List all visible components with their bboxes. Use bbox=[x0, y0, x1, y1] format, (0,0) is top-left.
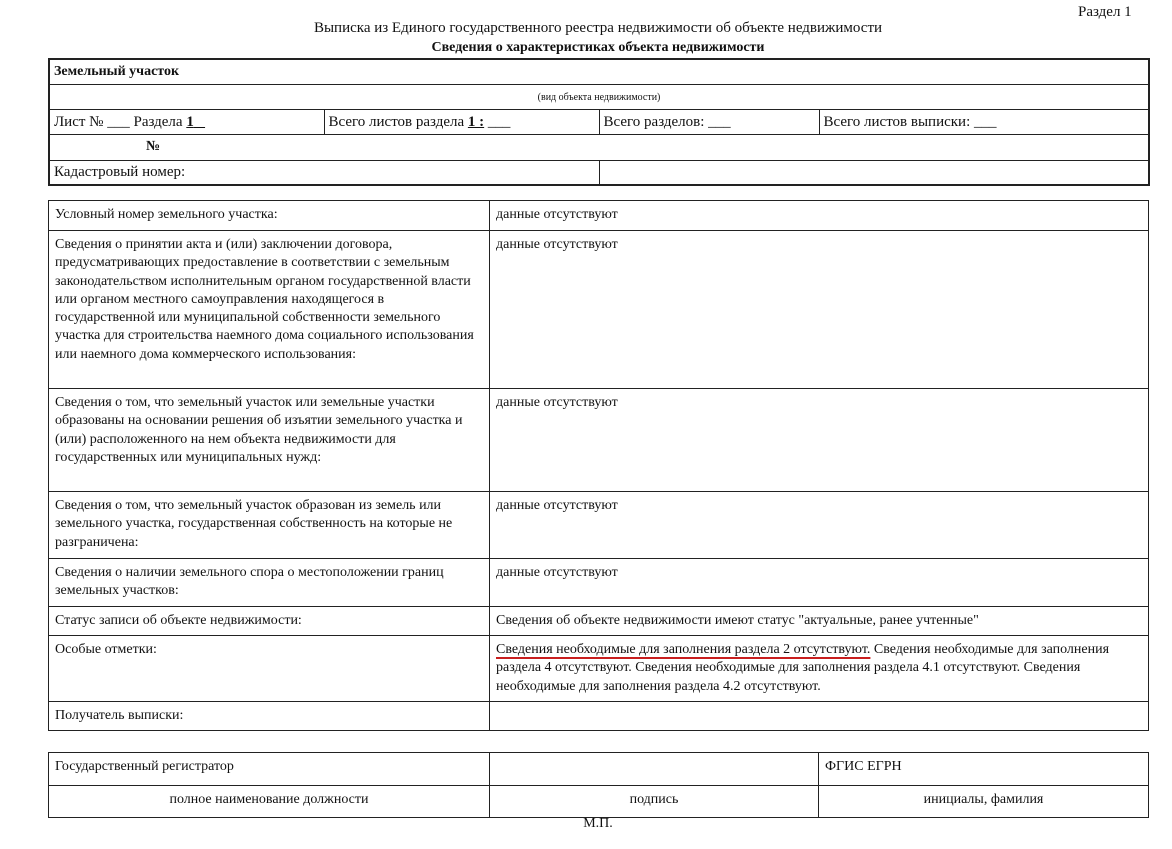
row-value: данные отсутствуют bbox=[490, 389, 1149, 492]
row-label: Сведения о том, что земельный участок или земельные участки образованы на основании решения об изъятии земельного участка и (или) расположенного на нем объекта недвижимости для государственных или муниципальных нужд: bbox=[49, 389, 490, 492]
caption-position: полное наименование должности bbox=[49, 786, 490, 818]
caption-signature: подпись bbox=[490, 786, 819, 818]
total-sheets-section-cell bbox=[324, 110, 599, 135]
row-value: данные отсутствуют bbox=[490, 231, 1149, 389]
row-value: данные отсутствуют bbox=[490, 492, 1149, 559]
caption-name: инициалы, фамилия bbox=[819, 786, 1149, 818]
table-row bbox=[49, 702, 1149, 731]
object-type: Земельный участок bbox=[49, 59, 1149, 85]
system-name: ФГИС ЕГРН bbox=[819, 753, 1149, 786]
row-label: Особые отметки: bbox=[49, 636, 490, 702]
table-row bbox=[49, 607, 1149, 636]
number-label: № bbox=[49, 135, 1149, 161]
row-label: Условный номер земельного участка: bbox=[49, 201, 490, 231]
row-label: Сведения о принятии акта и (или) заключении договора, предусматривающих предоставление в соответствии с земельным законодательством исполнительным органом государственной власти или органом местного самоуправления находящегося в государственной или муниципальной собственности земельного участка для строительства наемного дома социального использования или наемного дома коммерческого использования: bbox=[49, 231, 490, 389]
sheet-number-label: Лист № ___ Раздела bbox=[54, 114, 183, 130]
row-value bbox=[490, 702, 1149, 731]
row-label: Сведения о том, что земельный участок образован из земель или земельного участка, государственная собственность на которые не разграничена: bbox=[49, 492, 490, 559]
table-row bbox=[49, 559, 1149, 607]
document-title: Выписка из Единого государственного реестра недвижимости об объекте недвижимости bbox=[313, 20, 883, 36]
characteristics-table bbox=[48, 200, 1149, 731]
row-value bbox=[490, 636, 1149, 702]
total-sheets-extract-label: Всего листов выписки: ___ bbox=[819, 110, 1149, 135]
object-type-caption: (вид объекта недвижимости) bbox=[49, 85, 1149, 110]
signature-caption-row bbox=[49, 786, 1149, 818]
table-row bbox=[49, 492, 1149, 559]
total-sheets-section-blank: ___ bbox=[487, 114, 511, 130]
section-label: Раздел 1 bbox=[1078, 4, 1132, 20]
row-label: Сведения о наличии земельного спора о местоположении границ земельных участков: bbox=[49, 559, 490, 607]
sheet-number-value: 1 bbox=[186, 114, 194, 130]
signature-table bbox=[48, 752, 1149, 818]
row-value: Сведения об объекте недвижимости имеют статус "актуальные, ранее учтенные" bbox=[490, 607, 1149, 636]
row-value: данные отсутствуют bbox=[490, 559, 1149, 607]
total-sections-label: Всего разделов: ___ bbox=[599, 110, 819, 135]
table-row bbox=[49, 231, 1149, 389]
row-label: Получатель выписки: bbox=[49, 702, 490, 731]
total-sheets-section-label: Всего листов раздела bbox=[328, 114, 465, 130]
table-row bbox=[49, 389, 1149, 492]
registrar-signature bbox=[490, 753, 819, 786]
registrar-label: Государственный регистратор bbox=[49, 753, 490, 786]
total-sheets-section-value: 1 : bbox=[467, 114, 485, 130]
cadastral-number-label: Кадастровый номер: bbox=[49, 161, 599, 186]
row-value: данные отсутствуют bbox=[490, 201, 1149, 231]
stamp-label: М.П. bbox=[583, 816, 613, 831]
object-header-table bbox=[48, 58, 1150, 186]
table-row bbox=[49, 636, 1149, 702]
cadastral-number-value bbox=[599, 161, 1149, 186]
highlighted-note: Сведения необходимые для заполнения раздела 2 отсутствуют. bbox=[496, 642, 871, 657]
table-row bbox=[49, 201, 1149, 231]
sheet-number-cell bbox=[49, 110, 324, 135]
row-label: Статус записи об объекте недвижимости: bbox=[49, 607, 490, 636]
document-subtitle: Сведения о характеристиках объекта недвижимости bbox=[431, 40, 765, 55]
signature-row bbox=[49, 753, 1149, 786]
note-rest: Сведения необходимые для заполнения раздела 4 отсутствуют. Сведения необходимые для заполнения раздела 4.1 отсутствуют. Сведения необходимые для заполнения раздела 4.2 отсутствуют. bbox=[496, 642, 1110, 694]
